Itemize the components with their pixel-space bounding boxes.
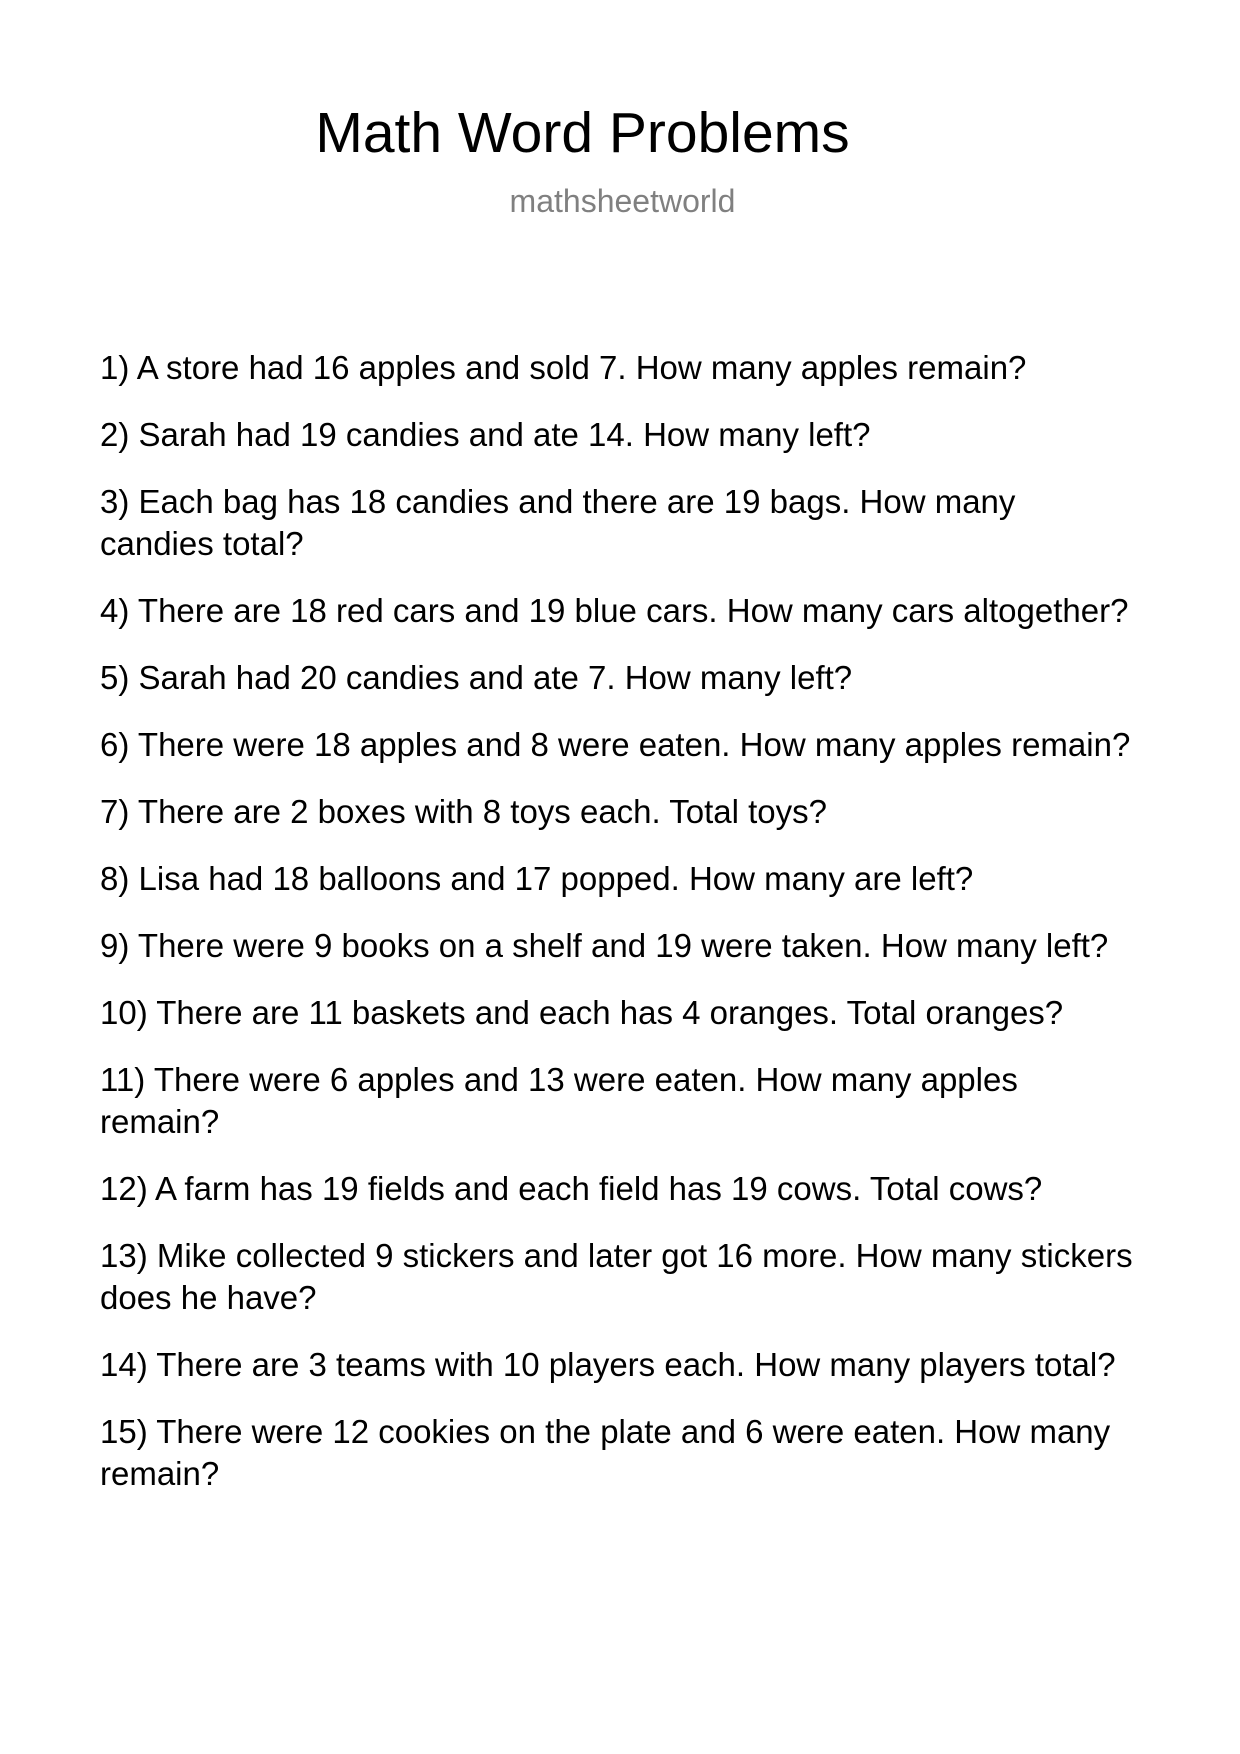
- problem-list: [100, 347, 1135, 1520]
- problem-item: 12) A farm has 19 fields and each field has 19 cows. Total cows?: [100, 1170, 1043, 1207]
- problem-item: 6) There were 18 apples and 8 were eaten. How many apples remain?: [100, 726, 1131, 763]
- problem-item: 2) Sarah had 19 candies and ate 14. How many left?: [100, 416, 871, 453]
- problem-item: 11) There were 6 apples and 13 were eaten. How many apples remain?: [100, 1061, 1018, 1140]
- problem-item: 5) Sarah had 20 candies and ate 7. How many left?: [100, 659, 853, 696]
- problem-item: 14) There are 3 teams with 10 players each. How many players total?: [100, 1346, 1116, 1383]
- page-subtitle: mathsheetworld: [509, 183, 736, 219]
- problem-item: 9) There were 9 books on a shelf and 19 were taken. How many left?: [100, 927, 1109, 964]
- problem-item: 8) Lisa had 18 balloons and 17 popped. How many are left?: [100, 860, 974, 897]
- problem-item: 3) Each bag has 18 candies and there are 19 bags. How many candies total?: [100, 483, 1016, 562]
- problem-item: 1) A store had 16 apples and sold 7. How many apples remain?: [100, 349, 1027, 386]
- problem-item: 15) There were 12 cookies on the plate and 6 were eaten. How many remain?: [100, 1413, 1111, 1492]
- problem-item: 13) Mike collected 9 stickers and later got 16 more. How many stickers does he have?: [100, 1237, 1133, 1316]
- page-title: Math Word Problems: [315, 101, 850, 165]
- problem-item: 10) There are 11 baskets and each has 4 oranges. Total oranges?: [100, 994, 1064, 1031]
- problem-item: 4) There are 18 red cars and 19 blue cars. How many cars altogether?: [100, 592, 1129, 629]
- problem-item: 7) There are 2 boxes with 8 toys each. Total toys?: [100, 793, 828, 830]
